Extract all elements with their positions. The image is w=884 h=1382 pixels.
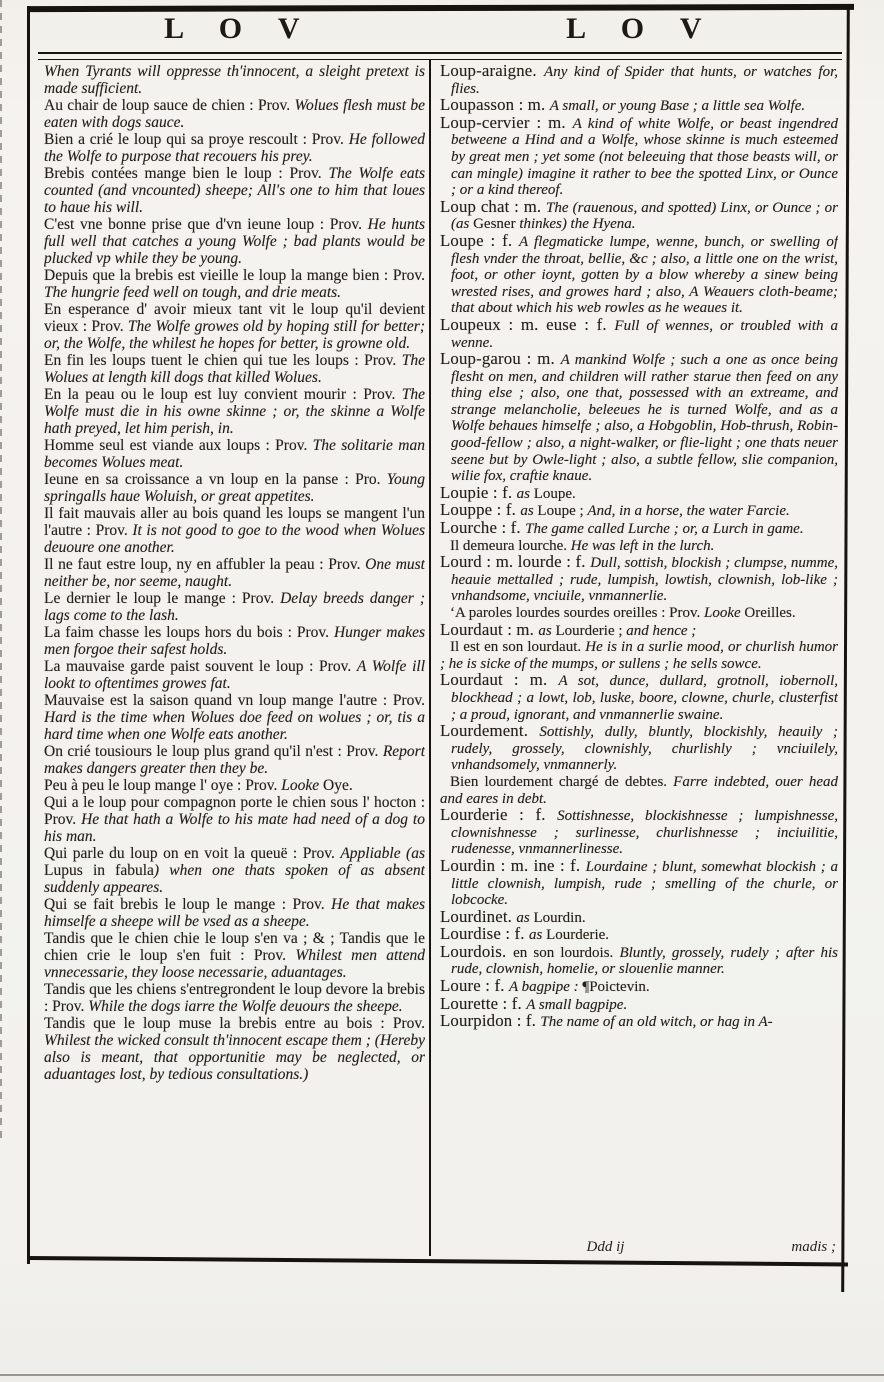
entry-gloss: ) when one thats spoken of as absent suddenly appeares. [44, 862, 425, 896]
entry-gloss: He that hath a Wolfe to his mate had need of a dog to his man. [44, 811, 425, 845]
entry-gloss: Full of wennes, or troubled with a wenne. [451, 317, 838, 351]
column-divider [429, 60, 431, 1256]
catchword: madis ; [791, 1239, 836, 1255]
dictionary-entry [440, 314, 838, 351]
entry-text: ‘A paroles lourdes sourdes oreilles : Prov. [450, 605, 704, 621]
entry-gloss: A sot, dunce, dullard, grotnoll, iobernoll, blockhead ; a lowt, lob, luske, boore, clowne, churle, clusterfist ; a proud, ignorant, and vnmannerlie swaine. [451, 673, 838, 723]
column-right [440, 63, 838, 1257]
entry-text: Ieune en sa croissance a vn loup en la panse : Pro. [44, 471, 387, 488]
dictionary-entry [440, 196, 838, 233]
entry-headword: Lourderie : f. [440, 805, 558, 825]
dictionary-entry [44, 386, 425, 437]
entry-text: Lourdin. [533, 909, 586, 926]
entry-gloss: The game called Lurche ; or, a Lurch in game. [525, 521, 804, 538]
entry-headword: Lourche : f. [440, 518, 526, 538]
entry-gloss: Bluntly, grossely, rudely ; after his rude, clownish, homelie, or slouenlie manner. [451, 944, 838, 978]
entry-text: Qui a le loup pour compagnon porte le chien sous l' hocton : Prov. [44, 794, 425, 828]
entry-text: On crié tousiours le loup plus grand qu'il n'est : Prov. [44, 743, 383, 760]
dictionary-entry [44, 301, 425, 352]
entry-headword: Loure : f. [440, 976, 509, 996]
dictionary-entry [44, 930, 425, 981]
entry-text: Qui se fait brebis le loup le mange : Prov. [44, 896, 332, 913]
entry-text: Loupe. [533, 485, 576, 502]
entry-headword: Lourdement. [440, 721, 540, 741]
dictionary-entry [44, 352, 425, 386]
entry-gloss: and hence ; [626, 622, 697, 639]
entry-text: En esperance d' avoir mieux tant vit le loup qu'il devient vieux : Prov. [44, 301, 425, 335]
entry-text: Il est en son lourdaut. [450, 639, 586, 656]
entry-gloss: One must neither be, nor seeme, naught. [44, 556, 425, 590]
signature-row [440, 1239, 836, 1257]
entry-text: Peu à peu le loup mange l' oye : Prov. [44, 777, 282, 794]
entry-gloss: A flegmaticke lumpe, wenne, bunch, or swelling of flesh vnder the throat, bellie, &c ; also, a little one on the wrist, foot, or other ioynt, gotten by a blow whereby a sinew being wrested rises, and growes hard ; also, A Weauers cloth-beame; that about which his web rowles as he weaues it. [451, 233, 838, 317]
entry-headword: Lourd : m. lourde : f. [440, 552, 591, 572]
dictionary-entry [44, 63, 425, 97]
dictionary-entry [440, 672, 838, 723]
entry-gloss: The Wolues at length kill dogs that killed Wolues. [44, 352, 425, 386]
running-head [38, 12, 842, 46]
entry-text: Gesner [473, 216, 516, 233]
dictionary-entry [440, 351, 838, 485]
entry-text: En la peau ou le loup est luy convient mourir : Prov. [44, 386, 402, 403]
dictionary-entry [44, 743, 425, 777]
dictionary-entry [44, 896, 425, 930]
dictionary-entry [44, 165, 425, 216]
entry-gloss: as [538, 622, 556, 639]
entry-gloss: as [516, 909, 534, 926]
entry-text: Tandis que les chiens s'entregrondent le loup devore la brebis : Prov. [44, 981, 425, 1015]
entry-text: en son lourdois. [513, 944, 620, 961]
entry-gloss: The Wolfe eats counted (and vncounted) sheepe; All's one to him that loues to haue his will. [44, 165, 425, 216]
entry-text: C'est vne bonne prise que d'vn ieune loup : Prov. [44, 216, 368, 233]
dictionary-entry [44, 794, 425, 845]
entry-gloss: Hard is the time when Wolues doe feed on wolues ; or, tis a hard time when one Wolfe eats another. [44, 709, 425, 743]
entry-text: ¶Poictevin. [582, 979, 650, 996]
entry-gloss: as [516, 485, 534, 502]
dictionary-entry [44, 505, 425, 556]
frame-left-border [27, 6, 30, 1264]
entry-gloss: A mankind Wolfe ; such a one as once being flesht on men, and children will rather starue then feed on any thing else ; also, one that, possessed with an extreame, and strange melancholie, beleeues he is turned Wolfe, and as a Wolfe behaues himselfe ; also, a Hobgoblin, Hob-thrush, Robin-good-fellow ; also, a night-walker, or flie-light ; one thats neuer seene but by Owle-light ; also, a subtle fellow, slie companion, wilie fox, craftie knaue. [451, 352, 838, 485]
column-left-text [44, 63, 425, 1083]
entry-gloss: A kind of white Wolfe, or beast ingendred betweene a Hind and a Wolfe, whose skinne is much esteemed by great men ; yet some (not beleeuing that those beasts will, or can mingle) imagine it rather to bee the spotted Linx, or Ounce ; or a kind thereof. [451, 115, 838, 199]
frame-right-border [841, 8, 850, 1292]
dictionary-entry [440, 807, 838, 858]
entry-headword: Lourdaut : m. [440, 670, 559, 690]
entry-headword: Lourdin : m. ine : f. [440, 855, 586, 875]
entry-headword: Lourdise : f. [440, 924, 530, 944]
entry-text: La mauvaise garde paist souvent le loup : Prov. [44, 658, 357, 675]
entry-gloss: Any kind of Spider that hunts, or watches for, flies. [451, 64, 838, 97]
entry-gloss: as [520, 503, 538, 520]
dictionary-entry [44, 471, 425, 505]
entry-gloss: While the dogs iarre the Wolfe deuours the sheepe. [88, 998, 403, 1015]
dictionary-entry [44, 437, 425, 471]
entry-text: Loupe ; [537, 503, 588, 520]
entry-text: La faim chasse les loups hors du bois : Prov. [44, 624, 334, 641]
entry-gloss: Whilest the wicked consult th'innocent escape them ; (Hereby also is meant, that opportunitie may be neglected, or aduantages lost, by tedious consultations.) [44, 1032, 425, 1083]
entry-text: Oreilles. [744, 605, 796, 621]
entry-headword: Loup-araigne. [440, 63, 545, 80]
entry-headword: Louppe : f. [440, 500, 521, 520]
entry-text: Lourderie ; [555, 622, 627, 639]
page-edge-artifact [0, 0, 2, 1140]
entry-gloss: When Tyrants will oppresse th'innocent, a sleight pretext is made sufficient. [44, 63, 425, 97]
entry-text: Mauvaise est la saison quand vn loup mange l'autre : Prov. [44, 692, 425, 709]
dictionary-entry [440, 723, 838, 774]
entry-headword: Loup chat : m. [440, 196, 547, 216]
running-head-left: L O V [164, 12, 314, 45]
entry-text: Qui parle du loup on en voit la queuë : Prov. [44, 845, 341, 862]
dictionary-entry [440, 63, 838, 97]
entry-text: Tandis que le chien chie le loup s'en va ; & ; Tandis que le chien crie le loup s'en fuit : Prov. [44, 930, 425, 964]
entry-gloss: He followed the Wolfe to purpose that recouers his prey. [44, 131, 425, 165]
entry-text: Depuis que la brebis est vieille le loup la mange bien : Prov. [44, 267, 425, 284]
dictionary-entry [440, 1013, 838, 1031]
header-rule [38, 52, 842, 60]
entry-headword: Lourdois. [440, 941, 514, 961]
entry-headword: Loupasson : m. [440, 95, 550, 115]
dictionary-entry [44, 216, 425, 267]
column-right-text [440, 63, 838, 1031]
dictionary-entry [440, 112, 838, 199]
entry-text: Brebis contées mange bien le loup : Prov. [44, 165, 329, 182]
entry-headword: Lourdaut : m. [440, 619, 539, 639]
dictionary-entry [440, 855, 838, 909]
entry-gloss: Hunger makes men forgoe their safest holds. [44, 624, 425, 658]
entry-gloss: And, in a horse, the water Farcie. [587, 503, 790, 520]
entry-headword: Lourette : f. [440, 993, 527, 1013]
entry-gloss: A small, or young Base ; a little sea Wolfe. [549, 98, 806, 115]
column-left [44, 63, 425, 1257]
entry-gloss: as [529, 927, 547, 944]
entry-headword: Loup-cervier : m. [440, 112, 573, 132]
entry-gloss: He hunts full well that catches a young Wolfe ; bad plants would be plucked vp while they be young. [44, 216, 425, 267]
entry-text: Lourderie. [546, 927, 610, 944]
entry-gloss: The name of an old witch, or hag in A- [540, 1014, 773, 1031]
entry-text: Le dernier le loup le mange : Prov. [44, 590, 281, 607]
entry-gloss: Lourdaine ; blunt, somewhat blockish ; a little clownish, lumpish, rude ; smelling of the churle, or lobcocke. [451, 858, 838, 909]
entry-text: Homme seul est viande aux loups : Prov. [44, 437, 313, 454]
dictionary-entry [44, 1015, 425, 1083]
entry-gloss: He was left in the lurch. [570, 537, 715, 554]
entry-headword: Loupie : f. [440, 482, 517, 502]
entry-text: Lupus in fabula [44, 862, 154, 879]
scan-edge-line [0, 1374, 884, 1376]
entry-gloss: Sottishnesse, blockishnesse ; lumpishnesse, clownishnesse ; surlinesse, churlishnesse ; inciuilitie, rudenesse, vnmannerlinesse. [451, 808, 838, 858]
running-head-right: L O V [566, 12, 716, 45]
dictionary-entry [44, 777, 425, 794]
entry-gloss: Delay breeds danger ; lags come to the lash. [44, 590, 425, 624]
dictionary-entry [440, 230, 838, 317]
entry-gloss: He that makes himselfe a sheepe will be vsed as a sheepe. [44, 896, 425, 930]
entry-gloss: The hungrie feed well on tough, and drie meats. [44, 284, 342, 301]
entry-headword: Loupeux : m. euse : f. [440, 314, 615, 334]
entry-gloss: Appliable (as [340, 845, 425, 862]
entry-text: Il demeura lourche. [450, 537, 571, 554]
entry-text: En fin les loups tuent le chien qui tue les loups : Prov. [44, 352, 402, 369]
dictionary-entry [44, 590, 425, 624]
entry-gloss: Looke [281, 777, 324, 794]
dictionary-entry [440, 520, 838, 538]
entry-gloss: It is not good to goe to the wood when Wolues deuoure one another. [44, 522, 425, 556]
entry-gloss: Farre indebted, ouer head and eares in debt. [440, 773, 838, 807]
entry-gloss: Sottishly, dully, bluntly, blockishly, heauily ; rudely, grossely, clownishly, churlishly ; vnciuilely, vnhandsomely, vnmannerly. [451, 724, 838, 774]
dictionary-entry [44, 845, 425, 896]
entry-headword: Lourpidon : f. [440, 1011, 541, 1031]
entry-gloss: Dull, sottish, blockish ; clumpse, numme, heauie mettalled ; rude, lumpish, lowtish, clownish, lob-like ; vnhandsome, vnciuile, vnmannerlie. [451, 555, 838, 605]
dictionary-entry [440, 619, 838, 640]
dictionary-entry [44, 981, 425, 1015]
entry-gloss: The Wolfe growes old by hoping still for better; or, the Wolfe, the whilest he hopes for better, is growne old. [44, 318, 425, 352]
dictionary-entry [440, 941, 838, 978]
frame-bottom-rule [28, 1256, 848, 1266]
entry-gloss: A small bagpipe. [526, 996, 628, 1013]
entry-text: Tandis que le loup muse la brebis entre au bois : Prov. [44, 1015, 425, 1032]
entry-text: Bien a crié le loup qui sa proye rescoult : Prov. [44, 131, 349, 148]
entry-text: Il ne faut estre loup, ny en affubler la peau : Prov. [44, 556, 366, 573]
entry-text: Oye. [323, 777, 353, 794]
entry-gloss: A Wolfe ill lookt to oftentimes growes fat. [44, 658, 425, 692]
entry-gloss: He is in a surlie mood, or churlish humor ; he is sicke of the mumps, or sullens ; he sells sowce. [440, 639, 838, 672]
signature-mark: Ddd ij [586, 1239, 625, 1255]
dictionary-entry [440, 554, 838, 605]
entry-gloss: The (rauenous, and spotted) Linx, or Ounce ; or (as [451, 199, 838, 233]
dictionary-entry [44, 556, 425, 590]
entry-gloss: Wolues flesh must be eaten with dogs sauce. [44, 97, 425, 131]
dictionary-entry [44, 97, 425, 131]
dictionary-entry [44, 267, 425, 301]
dictionary-entry [44, 624, 425, 658]
entry-gloss: Looke [703, 605, 745, 621]
entry-text: Au chair de loup sauce de chien : Prov. [44, 97, 295, 114]
entry-gloss: The solitarie man becomes Wolues meat. [44, 437, 425, 471]
entry-headword: Loupe : f. [440, 230, 519, 250]
dictionary-entry [440, 774, 838, 807]
dictionary-entry [44, 131, 425, 165]
entry-text: Il fait mauvais aller au bois quand les loups se mangent l'un l'autre : Prov. [44, 505, 425, 539]
entry-headword: Lourdinet. [440, 906, 517, 926]
entry-gloss: Whilest men attend vnnecessarie, they loose necessarie, aduantages. [44, 947, 425, 981]
dictionary-entry [440, 639, 838, 672]
entry-gloss: The Wolfe must die in his owne skinne ; or, the skinne a Wolfe hath preyed, let him perish, in. [44, 386, 425, 437]
entry-text: Bien lourdement chargé de debtes. [450, 773, 674, 790]
entry-gloss: thinkes) the Hyena. [515, 216, 636, 233]
entry-gloss: A bagpipe : [508, 979, 583, 996]
entry-headword: Loup-garou : m. [440, 349, 561, 369]
dictionary-entry [44, 692, 425, 743]
frame-top-border [30, 4, 854, 12]
entry-gloss: Young springalls haue Woluish, or great appetites. [44, 471, 425, 505]
dictionary-entry [44, 658, 425, 692]
entry-gloss: Report makes dangers greater then they be. [44, 743, 425, 777]
